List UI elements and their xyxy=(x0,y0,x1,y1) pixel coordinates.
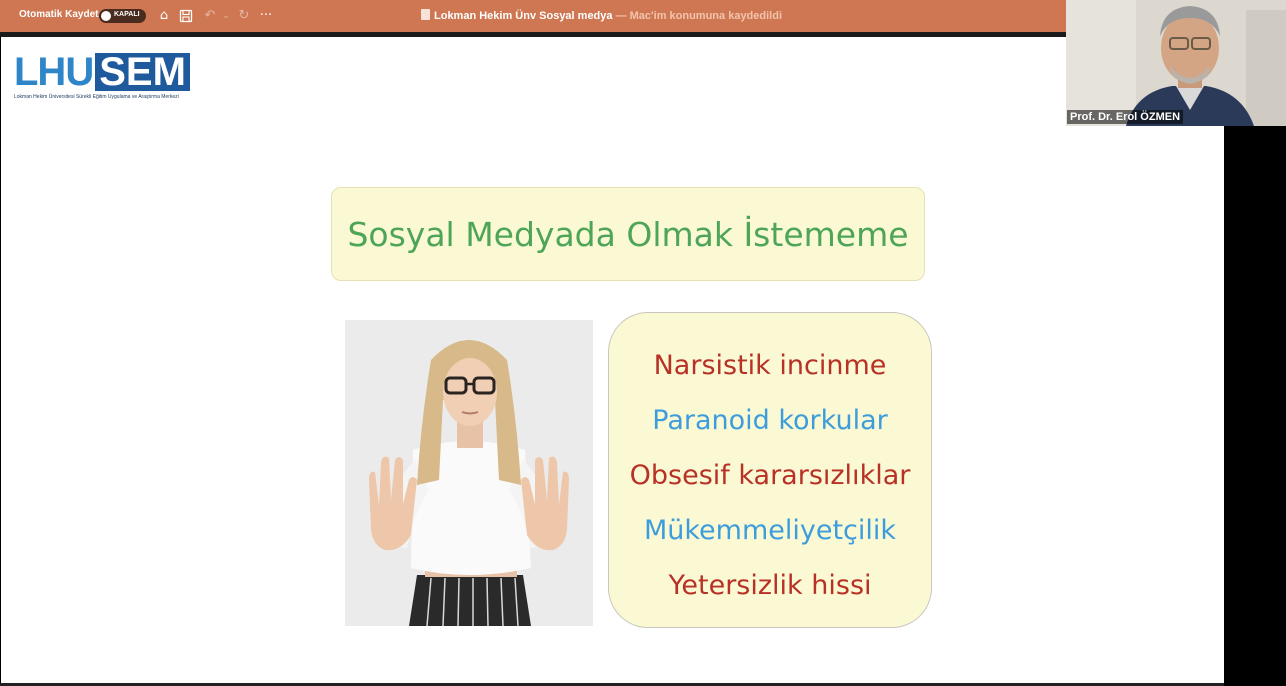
speaker-name-label: Prof. Dr. Erol ÖZMEN xyxy=(1067,110,1183,124)
list-item: Yetersizlik hissi xyxy=(668,570,872,601)
logo-part-sem: SEM xyxy=(95,53,190,91)
home-icon[interactable]: ⌂ xyxy=(159,8,169,23)
save-status: — Mac'im konumuna kaydedildi xyxy=(612,10,783,22)
undo-dropdown-icon[interactable]: ⌄ xyxy=(222,11,230,21)
speaker-webcam xyxy=(1066,0,1286,126)
slide-title: Sosyal Medyada Olmak İstememe xyxy=(347,214,909,254)
window-titlebar xyxy=(0,0,1066,32)
woman-stop-gesture-photo xyxy=(345,320,593,626)
presentation-slide xyxy=(1,37,1224,683)
toggle-knob xyxy=(101,11,111,21)
undo-icon[interactable]: ↶ xyxy=(204,8,216,23)
redo-icon[interactable]: ↻ xyxy=(238,8,250,23)
reasons-list-box xyxy=(608,312,932,628)
right-black-area xyxy=(1224,126,1286,686)
document-title xyxy=(421,9,782,22)
list-item: Mükemmeliyetçilik xyxy=(643,515,897,546)
speaker-video-frame xyxy=(1066,0,1286,126)
list-item: Obsesif kararsızlıklar xyxy=(629,460,911,491)
save-icon[interactable] xyxy=(178,8,194,24)
more-options-icon[interactable]: ··· xyxy=(259,8,273,23)
lhusem-logo xyxy=(14,50,224,103)
list-item: Paranoid korkular xyxy=(652,405,888,436)
autosave-label: Otomatik Kaydet xyxy=(19,9,99,20)
autosave-state: KAPALI xyxy=(114,11,140,18)
list-item: Narsistik incinme xyxy=(653,350,887,381)
logo-part-lhu: LHU xyxy=(14,50,94,94)
slide-title-box xyxy=(331,187,925,281)
document-name: Lokman Hekim Ünv Sosyal medya xyxy=(434,10,613,22)
logo-subtitle: Lokman Hekim Üniversitesi Sürekli Eğitim Uygulama ve Araştırma Merkezi xyxy=(14,94,179,100)
document-icon xyxy=(421,9,430,20)
autosave-toggle[interactable] xyxy=(99,9,146,23)
